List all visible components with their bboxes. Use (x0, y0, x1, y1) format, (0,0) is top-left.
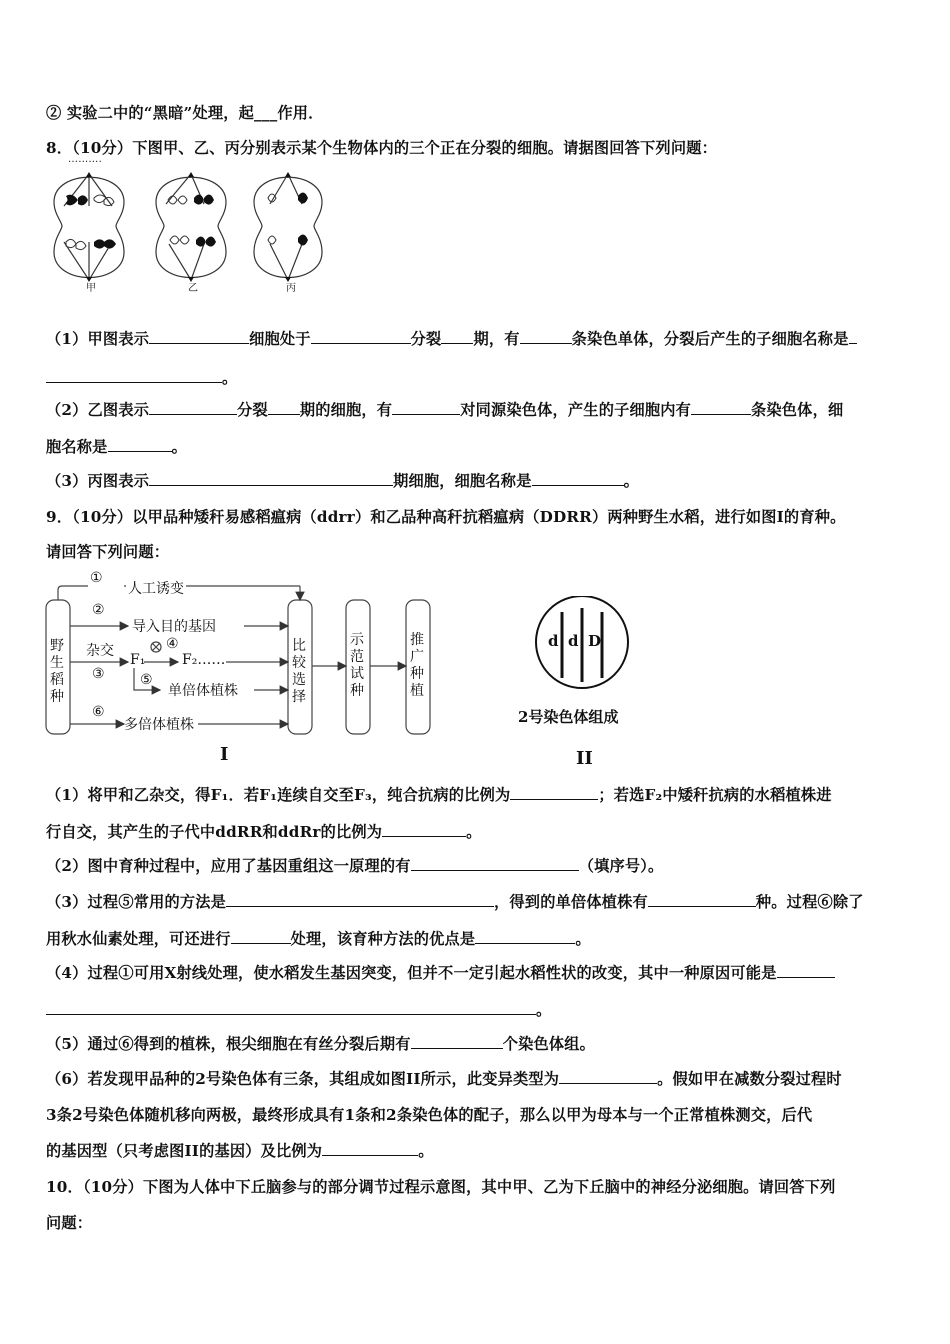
q8-part2: （2）乙图表示 分裂 期的细胞，有 对同源染色体，产生的子细胞内有 条染色体，细 (46, 401, 844, 419)
fig1-step1-label: 人工诱变 (126, 578, 186, 598)
q8-stem: 8．（10分）下图甲、乙、丙分别表示某个生物体内的三个正在分裂的细胞。请据图回答下列问题： (46, 139, 717, 157)
fig2-allele-3: D (588, 632, 602, 650)
q8-part2-cont: 胞名称是 。 (46, 438, 187, 456)
fig1-f1: F₁ (130, 652, 146, 668)
q9-part3: （3）过程⑤常用的方法是 ，得到的单倍体植株有 种。过程⑥除了 (46, 893, 864, 911)
q9-figure-1 (44, 568, 444, 768)
fig1-step5: ⑤ (140, 672, 153, 688)
q9-part4: （4）过程①可用X射线处理，使水稻发生基因突变，但并不一定引起水稻性状的改变，其中一种原因可能是 (46, 962, 910, 984)
q8-part3: （3）丙图表示 期细胞，细胞名称是 。 (46, 472, 639, 490)
fig1-source: 野生稻种 (50, 638, 64, 705)
fig1-caption: I (220, 744, 229, 765)
q9-figure-2 (518, 596, 660, 776)
fig1-step6-label: 多倍体植株 (124, 717, 194, 733)
q9-stem-cont: 请回答下列问题： (46, 543, 170, 561)
fig1-box-promote: 推广种植 (410, 632, 424, 699)
fig1-step4: ④ (166, 636, 179, 652)
q8-label-bing: 丙 (286, 283, 297, 294)
fig1-f2: F₂…… (182, 652, 226, 668)
fig1-step5-label: 单倍体植株 (168, 683, 238, 699)
fig2-allele-1: d (548, 632, 559, 650)
fig1-step2: ② (92, 602, 105, 618)
q9-part2: （2）图中育种过程中，应用了基因重组这一原理的有 （填序号）。 (46, 857, 664, 875)
q8-part1-cont: 。 (46, 367, 910, 389)
fig1-box-demo: 示范试种 (350, 632, 364, 699)
fig1-step3: ③ (92, 666, 105, 682)
fig1-cross: 杂交 (86, 643, 114, 659)
q9-part3-cont: 用秋水仙素处理，可还进行 处理，该育种方法的优点是 。 (46, 930, 591, 948)
q8-dots: ………. (68, 154, 102, 165)
fig1-step6: ⑥ (92, 704, 105, 720)
q8-label-yi: 乙 (188, 283, 199, 294)
q8-part1: （1）甲图表示 细胞处于 分裂 期，有 条染色单体，分裂后产生的子细胞名称是 (46, 328, 910, 350)
q9-stem: 9．（10分）以甲品种矮秆易感稻瘟病（ddrr）和乙品种高秆抗稻瘟病（DDRR）两种野生水稻，进行如图I的育种。 (46, 508, 846, 526)
fig2-label: 2号染色体组成 (518, 708, 619, 726)
q9-part6: （6）若发现甲品种的2号染色体有三条，其组成如图II所示，此变异类型为 。假如甲在减数分裂过程时 (46, 1070, 842, 1088)
fig1-step1: ① (90, 570, 103, 586)
q9-part1-cont: 行自交，其产生的子代中ddRR和ddRr的比例为 。 (46, 823, 482, 841)
q9-part6-cont2: 的基因型（只考虑图II的基因）及比例为 。 (46, 1142, 434, 1160)
fig2-caption: II (576, 748, 593, 769)
q9-part6-cont: 3条2号染色体随机移向两极，最终形成具有1条和2条染色体的配子，那么以甲为母本与一个正常植株测交，后代 (46, 1106, 813, 1124)
q10-stem-cont: 问题： (46, 1214, 93, 1232)
fig1-box-compare: 比较选择 (292, 638, 306, 705)
fig2-allele-2: d (568, 632, 579, 650)
q8-label-jia: 甲 (86, 283, 97, 294)
fig1-step2-label: 导入目的基因 (132, 619, 216, 635)
q9-part1: （1）将甲和乙杂交，得F₁．若F₁连续自交至F₃，纯合抗病的比例为 ；若选F₂中矮秆抗病的水稻植株进 (46, 786, 832, 804)
q10-stem: 10．（10分）下图为人体中下丘脑参与的部分调节过程示意图，其中甲、乙为下丘脑中的神经分泌细胞。请回答下列 (46, 1178, 836, 1196)
q9-part4-cont: 。 (46, 999, 910, 1021)
q9-part5: （5）通过⑥得到的植株，根尖细胞在有丝分裂后期有 个染色体组。 (46, 1035, 596, 1053)
q7-line: ② 实验二中的“黑暗”处理，起___作用． (46, 104, 324, 122)
